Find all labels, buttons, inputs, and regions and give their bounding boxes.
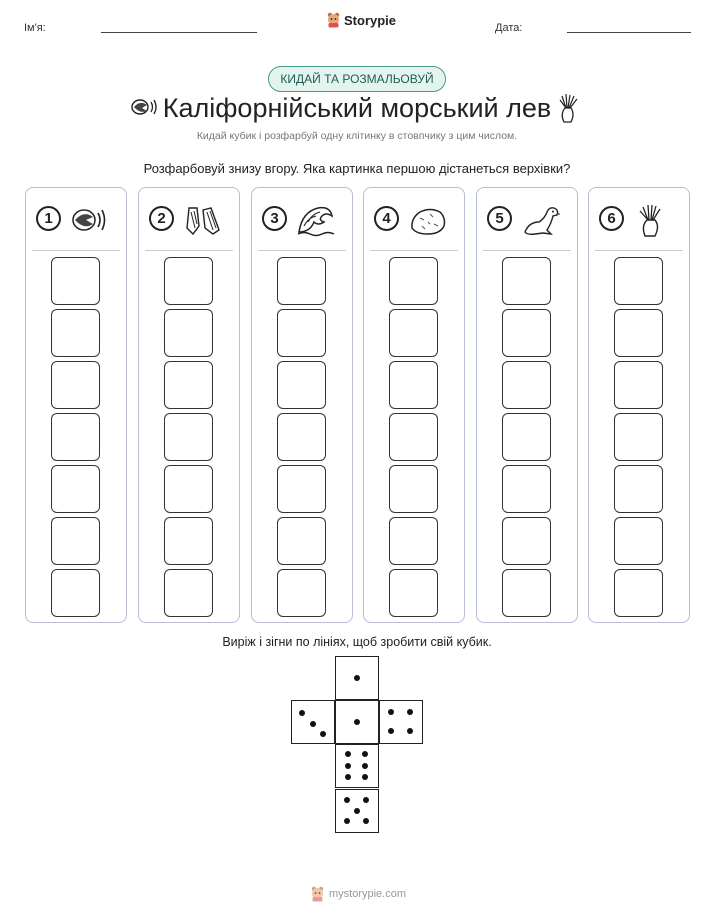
rock-icon [408,202,448,238]
color-cell[interactable] [614,361,663,409]
sea-lion-icon [521,202,561,238]
dice-pip [362,774,368,780]
color-cell[interactable] [277,257,326,305]
column-divider [145,250,233,251]
dice-pip [407,728,413,734]
storypie-mascot-icon [326,12,341,28]
name-line[interactable] [101,32,257,33]
column-6 [588,187,690,623]
column-divider [258,250,346,251]
dice-pip [310,721,316,727]
column-4 [363,187,465,623]
color-cell[interactable] [164,309,213,357]
page-title: Каліфорнійський морський лев [162,93,552,123]
date-line[interactable] [567,32,691,33]
dice-pip [354,719,360,725]
color-cell[interactable] [277,309,326,357]
color-cell[interactable] [277,413,326,461]
column-number: 6 [599,206,624,231]
color-cell[interactable] [614,257,663,305]
dice-pip [362,763,368,769]
dice-pip [354,808,360,814]
color-cell[interactable] [614,465,663,513]
color-cell[interactable] [51,517,100,565]
column-3 [251,187,353,623]
color-cell[interactable] [51,569,100,617]
color-cell[interactable] [389,257,438,305]
column-header [252,202,352,242]
dice-face-3 [291,700,335,744]
dice-pip [345,763,351,769]
color-cell[interactable] [389,569,438,617]
subtitle: Кидай кубик і розфарбуй одну клітинку в стовпчику з цим числом. [196,130,518,142]
column-header [139,202,239,242]
column-2 [138,187,240,623]
color-cell[interactable] [277,465,326,513]
color-cell[interactable] [164,517,213,565]
dice-pip [388,728,394,734]
dice-pip [320,731,326,737]
wave-icon [296,202,336,238]
dice-pip [388,709,394,715]
color-cell[interactable] [277,517,326,565]
color-cell[interactable] [51,257,100,305]
column-5 [476,187,578,623]
color-cell[interactable] [164,569,213,617]
color-cell[interactable] [389,309,438,357]
color-cell[interactable] [277,361,326,409]
color-cell[interactable] [164,465,213,513]
color-cell[interactable] [614,517,663,565]
dice-pip [363,818,369,824]
logo-text: Storypie [344,12,397,28]
color-cell[interactable] [502,413,551,461]
dice-pip [407,709,413,715]
column-number: 5 [487,206,512,231]
dice-face-5 [335,789,379,833]
column-divider [32,250,120,251]
name-label: Ім'я: [24,22,46,34]
sea-anemone-icon [556,92,582,124]
color-cell[interactable] [614,309,663,357]
dice-pip [345,774,351,780]
column-header [364,202,464,242]
color-cell[interactable] [502,569,551,617]
instruction-text: Розфарбовуй знизу вгору. Яка картинка першою дістанеться верхівки? [143,161,571,176]
cut-instruction: Виріж і зігни по лініях, щоб зробити свій кубик. [222,635,492,649]
dice-pip [344,797,350,803]
footer-url[interactable]: mystorypie.com [329,888,407,900]
column-divider [370,250,458,251]
color-cell[interactable] [164,361,213,409]
dice-pip [363,797,369,803]
dice-pip [299,710,305,716]
column-divider [483,250,571,251]
column-divider [595,250,683,251]
date-label: Дата: [495,22,523,34]
color-cell[interactable] [502,517,551,565]
dice-face-1 [335,656,379,700]
storypie-mascot-icon [310,886,325,902]
color-cell[interactable] [502,361,551,409]
color-cell[interactable] [389,361,438,409]
color-cell[interactable] [51,413,100,461]
dice-pip [344,818,350,824]
color-cell[interactable] [502,465,551,513]
column-number: 1 [36,206,61,231]
column-1 [25,187,127,623]
dice-pip [362,751,368,757]
storypie-logo [326,12,396,28]
dice-pip [345,751,351,757]
dice-pip [354,675,360,681]
color-cell[interactable] [277,569,326,617]
color-cell[interactable] [389,465,438,513]
column-number: 4 [374,206,399,231]
color-cell[interactable] [164,413,213,461]
dice-face-1 [335,700,379,744]
color-cell[interactable] [614,413,663,461]
color-cell[interactable] [51,309,100,357]
color-cell[interactable] [164,257,213,305]
color-cell[interactable] [614,569,663,617]
column-header [26,202,126,242]
column-number: 3 [262,206,287,231]
color-cell[interactable] [389,413,438,461]
column-number: 2 [149,206,174,231]
barking-sea-lion-icon [70,202,110,238]
column-header [477,202,577,242]
color-cell[interactable] [502,309,551,357]
dice-face-6 [335,744,379,788]
dice-face-4 [379,700,423,744]
color-cell[interactable] [502,257,551,305]
color-cell[interactable] [51,465,100,513]
color-cell[interactable] [389,517,438,565]
color-cell[interactable] [51,361,100,409]
flippers-icon [183,202,223,238]
column-header [589,202,689,242]
footer [310,886,406,902]
activity-badge: КИДАЙ ТА РОЗМАЛЬОВУЙ [268,66,446,92]
sea-anemone-icon [633,202,673,238]
